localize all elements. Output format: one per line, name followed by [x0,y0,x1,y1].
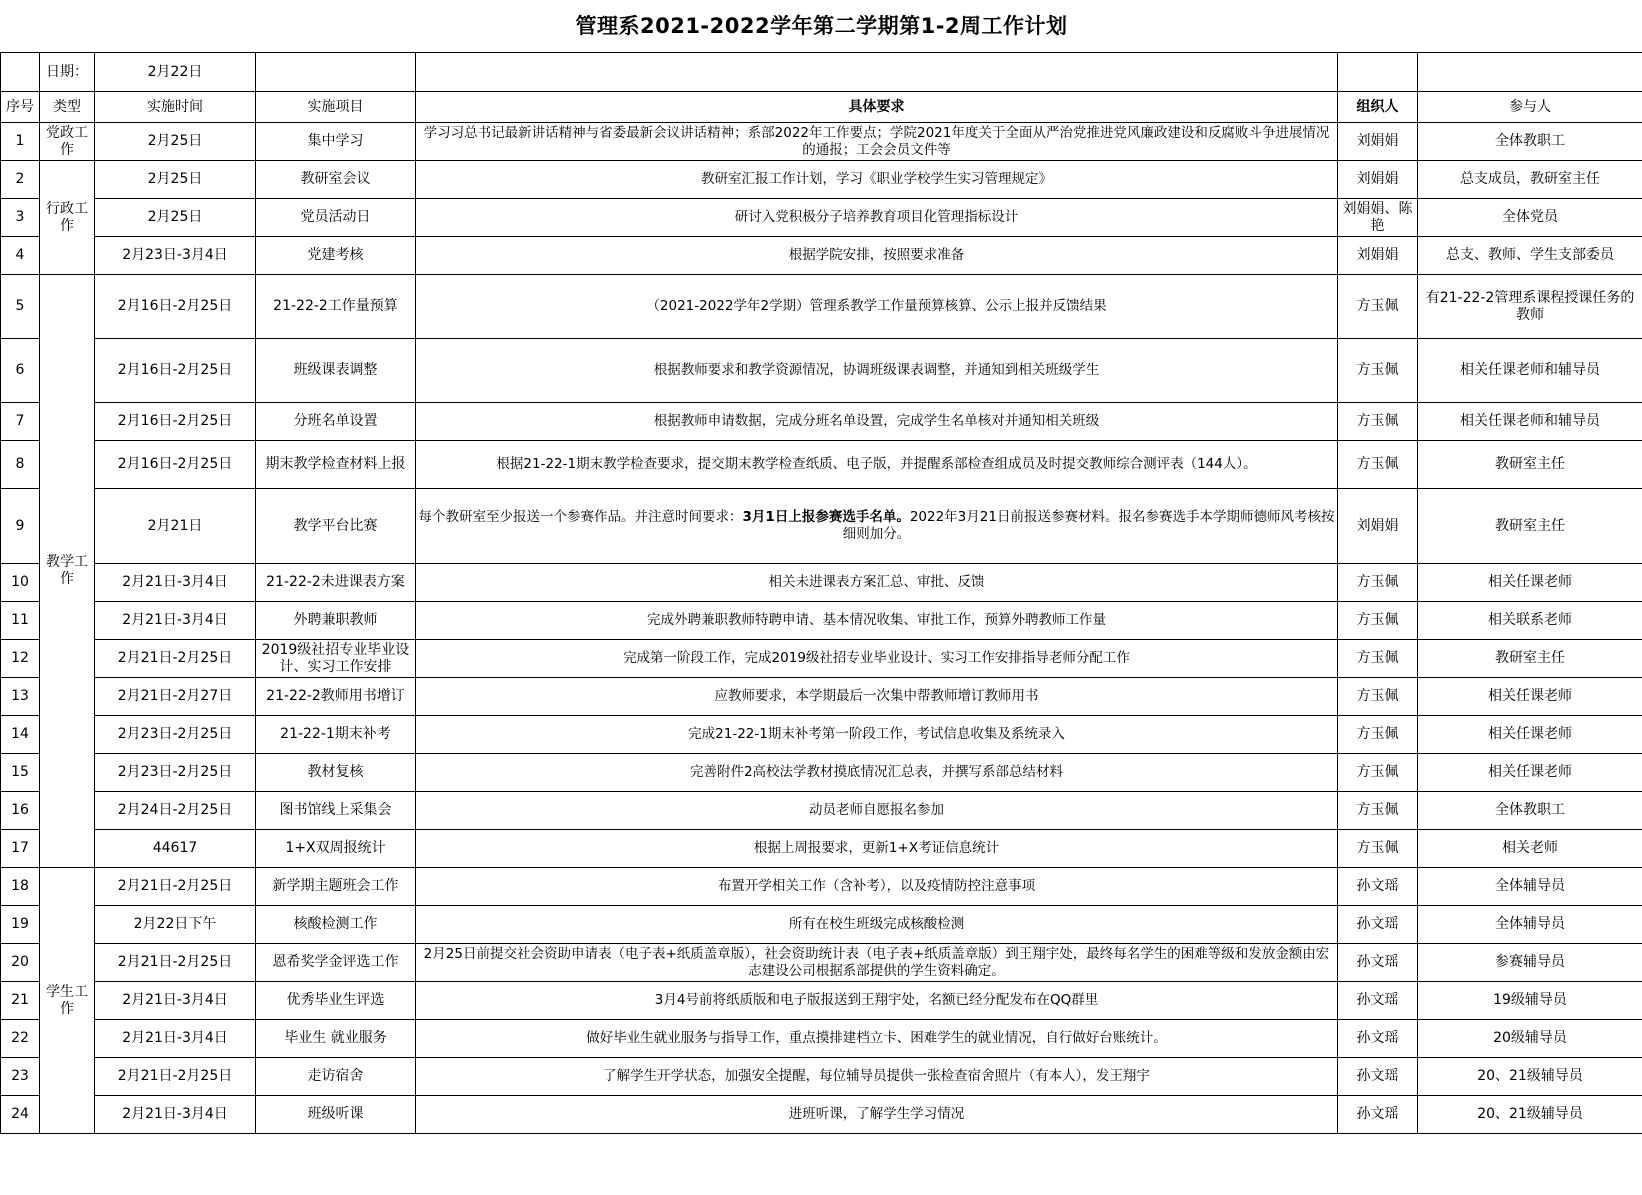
requirement-cell: 完善附件2高校法学教材摸底情况汇总表，并撰写系部总结材料 [416,754,1338,792]
row-number: 20 [1,944,40,982]
requirement-cell: （2021-2022学年2学期）管理系教学工作量预算核算、公示上报并反馈结果 [416,275,1338,339]
implementation-item: 优秀毕业生评选 [256,982,416,1020]
participants: 相关任课老师 [1418,678,1642,716]
implementation-item: 分班名单设置 [256,403,416,441]
implementation-time: 2月21日 [95,489,256,564]
organizer: 方玉佩 [1338,640,1418,678]
table-row [1,792,1642,830]
implementation-item: 集中学习 [256,123,416,161]
requirement-cell [416,489,1338,564]
implementation-item: 毕业生 就业服务 [256,1020,416,1058]
participants: 全体教职工 [1418,792,1642,830]
organizer: 方玉佩 [1338,678,1418,716]
row-number: 8 [1,441,40,489]
organizer: 方玉佩 [1338,754,1418,792]
requirement-part: 每个教研室至少报送一个参赛作品。并注意时间要求： [418,509,743,525]
row-number: 14 [1,716,40,754]
organizer: 方玉佩 [1338,339,1418,403]
requirement-cell: 学习习总书记最新讲话精神与省委最新会议讲话精神；系部2022年工作要点；学院2021年度关于全面从严治党推进党风廉政建设和反腐败斗争进展情况的通报；工会会员文件等 [416,123,1338,161]
organizer: 方玉佩 [1338,564,1418,602]
organizer: 孙文瑶 [1338,1058,1418,1096]
implementation-time: 2月21日-3月4日 [95,1096,256,1134]
requirement-part: 2022年3月21日前报送参赛材料。报名参赛选手本学期师德师风考核按细则加分。 [842,509,1335,542]
requirement-cell: 完成外聘兼职教师特聘申请、基本情况收集、审批工作，预算外聘教师工作量 [416,602,1338,640]
table-row [1,982,1642,1020]
implementation-item: 教学平台比赛 [256,489,416,564]
requirement-cell: 根据上周报要求，更新1+X考证信息统计 [416,830,1338,868]
table-row [1,123,1642,161]
requirement-part: 3月1日上报参赛选手名单。 [742,509,910,525]
participants: 教研室主任 [1418,640,1642,678]
requirement-cell: 相关未进课表方案汇总、审批、反馈 [416,564,1338,602]
row-number: 16 [1,792,40,830]
requirement-cell: 了解学生开学状态，加强安全提醒，每位辅导员提供一张检查宿舍照片（有本人），发王翔宇 [416,1058,1338,1096]
table-row [1,754,1642,792]
date-blank-cell [1338,53,1418,92]
table-row [1,868,1642,906]
date-label: 日期： [40,53,95,92]
participants: 全体教职工 [1418,123,1642,161]
row-number: 3 [1,199,40,237]
category-cell: 党政工作 [40,123,95,161]
date-blank-cell [416,53,1338,92]
table-row [1,716,1642,754]
table-row [1,199,1642,237]
requirement-cell: 2月25日前提交社会资助申请表（电子表+纸质盖章版），社会资助统计表（电子表+纸质盖章版）到王翔宇处，最终每名学生的困难等级和发放金额由宏志建设公司根据系部提供的学生资料确定。 [416,944,1338,982]
participants: 相关老师 [1418,830,1642,868]
requirement-cell: 所有在校生班级完成核酸检测 [416,906,1338,944]
table-row [1,564,1642,602]
participants: 教研室主任 [1418,441,1642,489]
requirement-cell: 做好毕业生就业服务与指导工作，重点摸排建档立卡、困难学生的就业情况，自行做好台账统计。 [416,1020,1338,1058]
implementation-time: 2月24日-2月25日 [95,792,256,830]
requirement-cell: 教研室汇报工作计划，学习《职业学校学生实习管理规定》 [416,161,1338,199]
organizer: 方玉佩 [1338,792,1418,830]
implementation-item: 期末教学检查材料上报 [256,441,416,489]
table-row [1,944,1642,982]
participants: 参赛辅导员 [1418,944,1642,982]
implementation-time: 2月21日-3月4日 [95,602,256,640]
implementation-time: 44617 [95,830,256,868]
implementation-item: 21-22-2工作量预算 [256,275,416,339]
row-number: 9 [1,489,40,564]
table-row [1,906,1642,944]
header-organizer: 组织人 [1338,92,1418,123]
implementation-time: 2月16日-2月25日 [95,275,256,339]
organizer: 方玉佩 [1338,716,1418,754]
implementation-time: 2月25日 [95,123,256,161]
header-item: 实施项目 [256,92,416,123]
row-number: 22 [1,1020,40,1058]
participants: 相关任课老师和辅导员 [1418,339,1642,403]
row-number: 2 [1,161,40,199]
organizer: 孙文瑶 [1338,868,1418,906]
requirement-cell: 完成第一阶段工作，完成2019级社招专业毕业设计、实习工作安排指导老师分配工作 [416,640,1338,678]
participants: 有21-22-2管理系课程授课任务的教师 [1418,275,1642,339]
date-blank-cell [1418,53,1642,92]
implementation-time: 2月21日-2月25日 [95,640,256,678]
row-number: 24 [1,1096,40,1134]
organizer: 方玉佩 [1338,441,1418,489]
table-row [1,602,1642,640]
row-number: 5 [1,275,40,339]
requirement-cell: 完成21-22-1期末补考第一阶段工作，考试信息收集及系统录入 [416,716,1338,754]
row-number: 10 [1,564,40,602]
table-row [1,275,1642,339]
implementation-time: 2月23日-2月25日 [95,754,256,792]
implementation-time: 2月25日 [95,161,256,199]
organizer: 孙文瑶 [1338,982,1418,1020]
implementation-time: 2月22日下午 [95,906,256,944]
implementation-item: 1+X双周报统计 [256,830,416,868]
row-number: 18 [1,868,40,906]
implementation-time: 2月16日-2月25日 [95,403,256,441]
organizer: 刘娟娟 [1338,489,1418,564]
participants: 总支、教师、学生支部委员 [1418,237,1642,275]
category-cell: 行政工作 [40,161,95,275]
implementation-item: 核酸检测工作 [256,906,416,944]
organizer: 方玉佩 [1338,602,1418,640]
participants: 教研室主任 [1418,489,1642,564]
organizer: 方玉佩 [1338,275,1418,339]
participants: 20、21级辅导员 [1418,1058,1642,1096]
requirement-cell: 进班听课，了解学生学习情况 [416,1096,1338,1134]
implementation-time: 2月16日-2月25日 [95,339,256,403]
date-blank-cell [256,53,416,92]
implementation-time: 2月21日-2月25日 [95,868,256,906]
participants: 相关任课老师和辅导员 [1418,403,1642,441]
participants: 全体辅导员 [1418,868,1642,906]
participants: 20、21级辅导员 [1418,1096,1642,1134]
category-cell: 学生工作 [40,868,95,1134]
participants: 20级辅导员 [1418,1020,1642,1058]
table-row [1,830,1642,868]
requirement-cell: 3月4号前将纸质版和电子版报送到王翔宇处，名额已经分配发布在QQ群里 [416,982,1338,1020]
row-number: 13 [1,678,40,716]
requirement-cell: 根据教师要求和教学资源情况，协调班级课表调整，并通知到相关班级学生 [416,339,1338,403]
date-blank-cell [1,53,40,92]
organizer: 方玉佩 [1338,403,1418,441]
row-number: 7 [1,403,40,441]
organizer: 孙文瑶 [1338,906,1418,944]
organizer: 刘娟娟、陈艳 [1338,199,1418,237]
organizer: 方玉佩 [1338,830,1418,868]
implementation-time: 2月25日 [95,199,256,237]
implementation-item: 21-22-2教师用书增订 [256,678,416,716]
implementation-item: 21-22-1期末补考 [256,716,416,754]
requirement-cell: 动员老师自愿报名参加 [416,792,1338,830]
participants: 19级辅导员 [1418,982,1642,1020]
implementation-item: 新学期主题班会工作 [256,868,416,906]
implementation-item: 走访宿舍 [256,1058,416,1096]
implementation-item: 21-22-2未进课表方案 [256,564,416,602]
header-requirement: 具体要求 [416,92,1338,123]
implementation-item: 2019级社招专业毕业设计、实习工作安排 [256,640,416,678]
implementation-item: 恩希奖学金评选工作 [256,944,416,982]
row-number: 21 [1,982,40,1020]
page-title: 管理系2021-2022学年第二学期第1-2周工作计划 [575,13,1068,38]
requirement-cell: 根据教师申请数据，完成分班名单设置，完成学生名单核对并通知相关班级 [416,403,1338,441]
implementation-item: 党建考核 [256,237,416,275]
row-number: 12 [1,640,40,678]
organizer: 孙文瑶 [1338,1020,1418,1058]
participants: 相关任课老师 [1418,754,1642,792]
table-row [1,441,1642,489]
table-row [1,1096,1642,1134]
row-number: 19 [1,906,40,944]
requirement-cell: 根据学院安排，按照要求准备 [416,237,1338,275]
implementation-time: 2月21日-3月4日 [95,1020,256,1058]
row-number: 4 [1,237,40,275]
implementation-time: 2月23日-3月4日 [95,237,256,275]
table-row [1,1020,1642,1058]
implementation-time: 2月23日-2月25日 [95,716,256,754]
implementation-item: 教材复核 [256,754,416,792]
implementation-time: 2月21日-2月25日 [95,1058,256,1096]
implementation-item: 党员活动日 [256,199,416,237]
table-row [1,161,1642,199]
organizer: 孙文瑶 [1338,944,1418,982]
requirement-cell: 应教师要求，本学期最后一次集中帮教师增订教师用书 [416,678,1338,716]
header-type: 类型 [40,92,95,123]
organizer: 刘娟娟 [1338,161,1418,199]
implementation-time: 2月21日-3月4日 [95,982,256,1020]
implementation-item: 图书馆线上采集会 [256,792,416,830]
implementation-item: 教研室会议 [256,161,416,199]
implementation-item: 班级听课 [256,1096,416,1134]
implementation-time: 2月21日-2月27日 [95,678,256,716]
header-time: 实施时间 [95,92,256,123]
table-row [1,339,1642,403]
implementation-time: 2月16日-2月25日 [95,441,256,489]
requirement-cell: 根据21-22-1期末教学检查要求，提交期末教学检查纸质、电子版，并提醒系部检查组成员及时提交教师综合测评表（144人）。 [416,441,1338,489]
participants: 相关任课老师 [1418,716,1642,754]
organizer: 刘娟娟 [1338,123,1418,161]
category-cell: 教学工作 [40,275,95,868]
row-number: 11 [1,602,40,640]
implementation-item: 外聘兼职教师 [256,602,416,640]
row-number: 15 [1,754,40,792]
row-number: 17 [1,830,40,868]
participants: 相关联系老师 [1418,602,1642,640]
organizer: 孙文瑶 [1338,1096,1418,1134]
participants: 全体党员 [1418,199,1642,237]
table-row [1,489,1642,564]
table-row [1,678,1642,716]
table-row [1,403,1642,441]
organizer: 刘娟娟 [1338,237,1418,275]
table-row [1,640,1642,678]
table-row [1,1058,1642,1096]
implementation-time: 2月21日-2月25日 [95,944,256,982]
requirement-cell: 布置开学相关工作（含补考），以及疫情防控注意事项 [416,868,1338,906]
date-value: 2月22日 [95,53,256,92]
row-number: 1 [1,123,40,161]
row-number: 23 [1,1058,40,1096]
row-number: 6 [1,339,40,403]
header-participants: 参与人 [1418,92,1642,123]
requirement-cell: 研讨入党积极分子培养教育项目化管理指标设计 [416,199,1338,237]
table-row [1,237,1642,275]
implementation-time: 2月21日-3月4日 [95,564,256,602]
implementation-item: 班级课表调整 [256,339,416,403]
participants: 相关任课老师 [1418,564,1642,602]
participants: 总支成员，教研室主任 [1418,161,1642,199]
header-no: 序号 [1,92,40,123]
participants: 全体辅导员 [1418,906,1642,944]
